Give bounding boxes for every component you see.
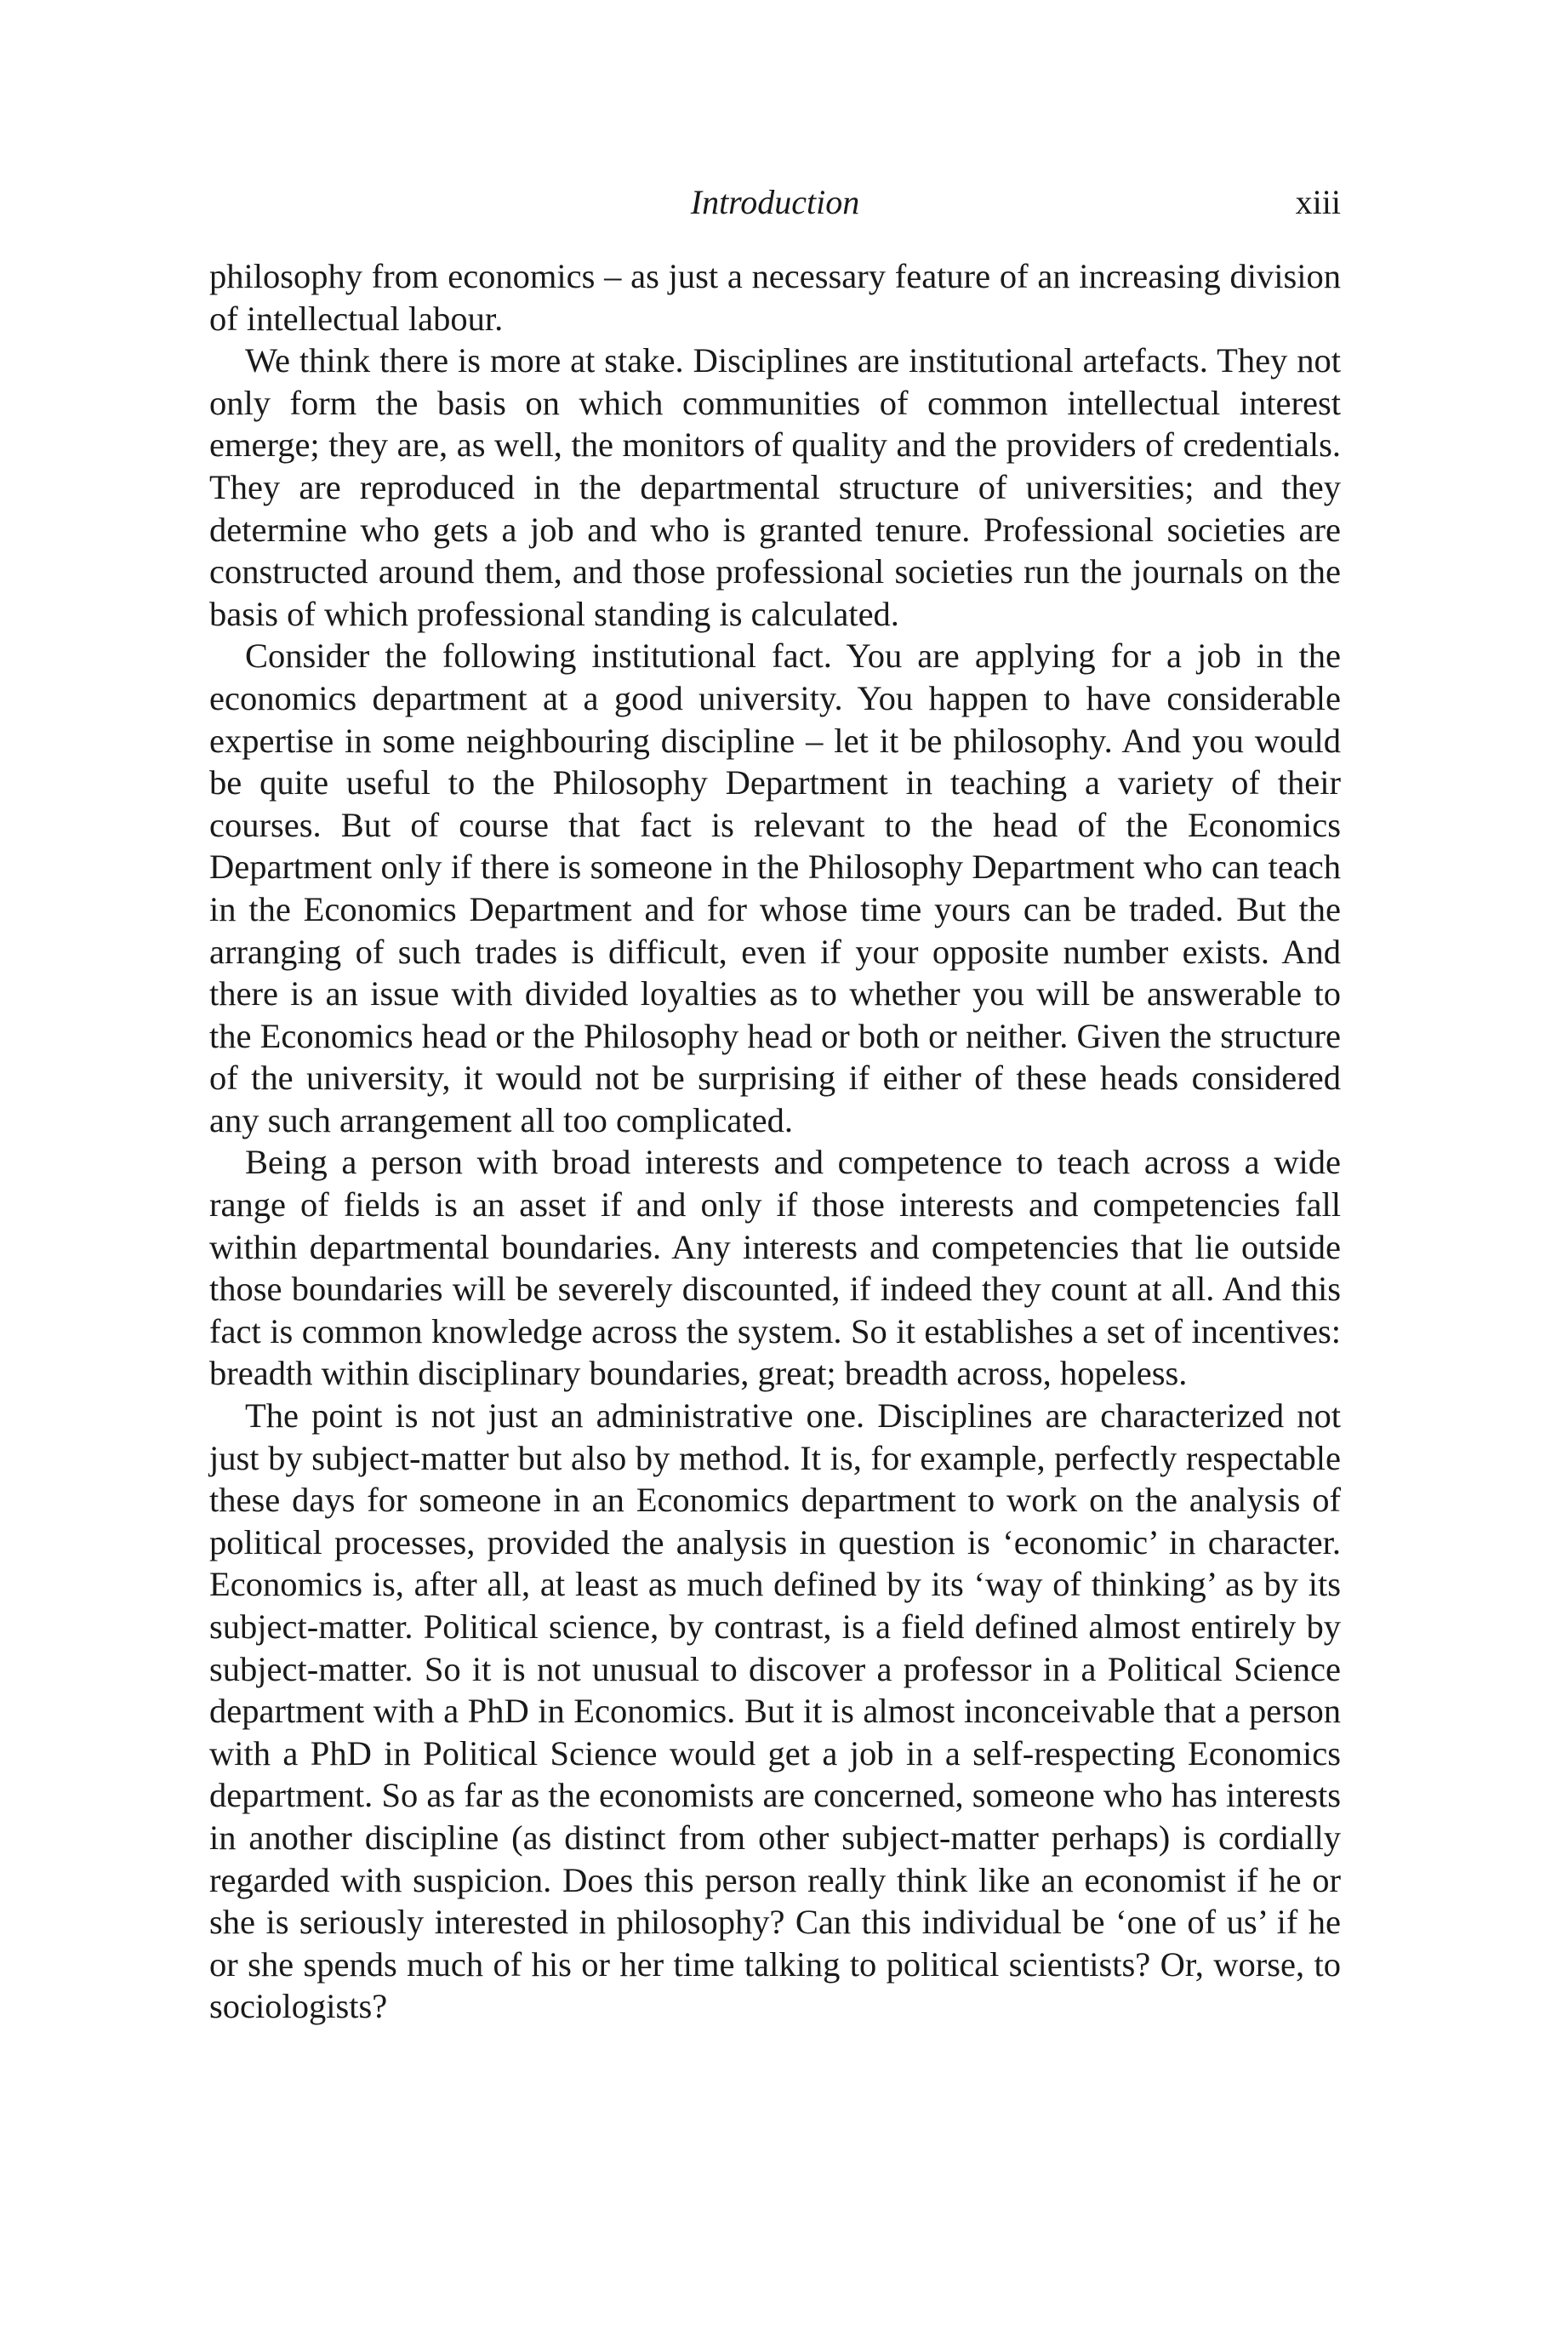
- paragraph-continued: philosophy from economics – as just a necessary feature of an increasing division of intellectual labour.: [209, 257, 1341, 338]
- page-number: xiii: [1295, 183, 1341, 221]
- paragraph: Consider the following institutional fact. You are applying for a job in the economics department at a good university. You happen to have considerable expertise in some neighbouring discipline – let it be philosophy. And you would be quite useful to the Philosophy Department in teaching a variety of their courses. But of course that fact is relevant to the head of the Economics Department only if there is someone in the Philosophy Department who can teach in the Economics Department and for whose time yours can be traded. But the arranging of such trades is difficult, even if your opposite number exists. And there is an issue with divided loyalties as to whether you will be answerable to the Economics head or the Philosophy head or both or neither. Given the structure of the university, it would not be surprising if either of these heads considered any such arrangement all too complicated.: [209, 637, 1341, 1139]
- paragraph: Being a person with broad interests and competence to teach across a wide range of fields is an asset if and only if those interests and competencies fall within departmental boundaries. Any interests and competencies that lie outside those boundaries will be severely discounted, if indeed they count at all. And this fact is common knowledge across the system. So it establishes a set of incentives: breadth within disciplinary boundaries, great; breadth across, hopeless.: [209, 1143, 1341, 1393]
- body-text: [209, 255, 1341, 2028]
- running-title: Introduction: [690, 183, 860, 221]
- paragraph: We think there is more at stake. Disciplines are institutional artefacts. They not only form the basis on which communities of common intellectual interest emerge; they are, as well, the monitors of quality and the providers of credentials. They are reproduced in the departmental structure of universities; and they determine who gets a job and who is granted tenure. Professional societies are constructed around them, and those professional societies run the journals on the basis of which professional standing is calculated.: [209, 341, 1341, 633]
- running-head: [209, 182, 1341, 233]
- paragraph: The point is not just an administrative one. Disciplines are characterized not just by subject-matter but also by method. It is, for example, perfectly respectable these days for someone in an Economics department to work on the analysis of political processes, provided the analysis in question is ‘economic’ in character. Economics is, after all, at least as much defined by its ‘way of thinking’ as by its subject-matter. Political science, by contrast, is a field defined almost entirely by subject-matter. So it is not unusual to discover a professor in a Political Science department with a PhD in Economics. But it is almost inconceivable that a person with a PhD in Political Science would get a job in a self-respecting Economics department. So as far as the economists are concerned, someone who has interests in another discipline (as distinct from other subject-matter perhaps) is cordially regarded with suspicion. Does this person really think like an economist if he or she is seriously interested in philosophy? Can this individual be ‘one of us’ if he or she spends much of his or her time talking to political scientists? Or, worse, to sociologists?: [209, 1396, 1341, 2026]
